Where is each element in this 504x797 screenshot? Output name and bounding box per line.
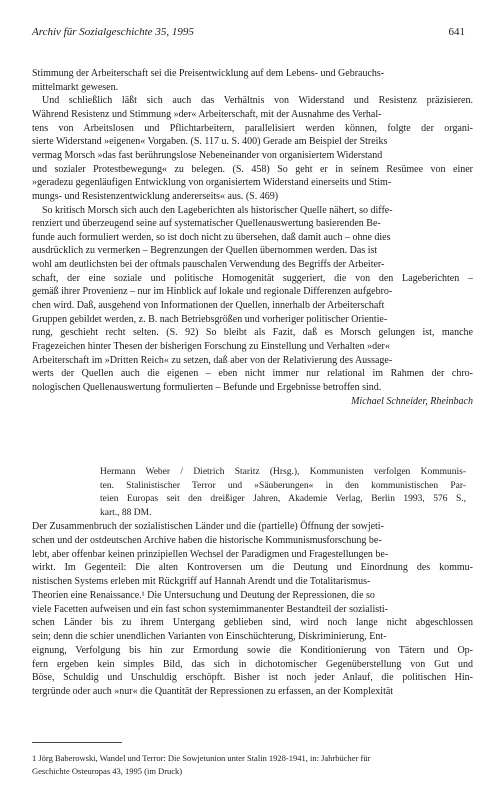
review-end-line: Stimmung der Arbeiterschaft sei die Preisentwicklung auf dem Lebens- und Gebrauchs- — [32, 68, 385, 79]
review-end-line: werts der Quellen auch die eigenen – eben nicht immer nur relational im Rahmen der chro- — [32, 368, 473, 380]
review-end-line: sierte Widerstand »eigenen« Vorgaben. (S. 117 u. S. 400) Gerade am Beispiel der Streiks — [32, 136, 388, 148]
review-end-line: gemäß ihrer Provenienz – nur im Hinblick auf lokale und regionale Differenzen aufgebro- — [32, 286, 393, 298]
book-citation-line: kart., 88 DM. — [100, 507, 152, 518]
review-start-line: Böse, Schuldig und Unschuldig erschöpft. Bisher ist noch jeder Anlauf, die politischen Hin- — [32, 672, 473, 684]
review-start-line: lebt, aber offenbar keinen prinzipiellen Wechsel der Paradigmen und Fragestellungen be- — [32, 548, 389, 560]
review-start-line: tergründe oder auch »nur« die Quantität der Repressionen zu erfassen, an der Komplexität — [32, 686, 394, 697]
review-end-line: mittelmarkt gewesen. — [32, 81, 119, 93]
review-end-line: nologischen Quellenauswertung formulierten – Befunde und Ergebnisse betroffen sind. — [32, 381, 382, 393]
book-citation-line: Hermann Weber / Dietrich Staritz (Hrsg.), Kommunisten verfolgen Kommunis- — [100, 467, 466, 477]
review-end-line: schaft, der eine soziale und politische Homogenität suggeriert, die von den Lageberichten – — [32, 272, 473, 284]
footnote-line: 1 Jörg Baberowski, Wandel und Terror: Die Sowjetunion unter Stalin 1928-1941, in: Jahrbücher für — [32, 753, 371, 763]
review-end-line: rung, geschieht recht selten. (S. 92) So bleibt als Fazit, daß es Morsch gelungen ist, manche — [32, 327, 473, 339]
review-start-line: Der Zusammenbruch der sozialistischen Länder und die (partielle) Öffnung der sowjeti- — [32, 521, 384, 532]
review-start-line: viele Facetten aufweisen und ein fast schon systemimmanenter Bestandteil der sozialisti- — [32, 603, 389, 615]
review-end-line: wohl am deutlichsten bei der oftmals pauschalen Verwendung des Begriffs der Arbeiter- — [32, 259, 385, 271]
review-end-line: ausdrücklich zu vermerken – Begrenzungen der Quellen übernommen werden. Das ist — [32, 245, 378, 257]
review-end-line: Und schließlich läßt sich auch das Verhältnis von Widerstand und Resistenz präzisieren. — [42, 95, 473, 107]
review-end-line: tens von Arbeitslosen und Pflichtarbeitern, parallelisiert werden können, folgte der organi- — [32, 122, 473, 134]
review-end-line: renziert und überzeugend seine auf systematischer Quellenauswertung basierenden Be- — [32, 218, 381, 230]
page-number: 641 — [448, 26, 465, 38]
review-end-line: »geradezu gegenläufigen Entwicklung von organisiertem Widerstand einerseits und Stim- — [32, 177, 392, 189]
review-end-line: Während Resistenz und Stimmung »der« Arbeiterschaft, mit der Ausnahme des Verhal- — [32, 108, 382, 120]
review-end-line: chen wird. Daß, ausgehend von Informationen der Quellen, innerhalb der Arbeiterschaft — [32, 300, 385, 312]
review-end-line: Fragezeichen hinter Thesen der bisherigen Forschung zu Einstellung und Verhalten »der« — [32, 341, 390, 352]
review-start-line: eignung, Verfolgung bis hin zur Ermordung sowie die Konditionierung von Tätern und Op- — [32, 644, 473, 656]
review-end-line: mungs- und Resistenzentwicklung andererseits« aus. (S. 469) — [32, 190, 279, 202]
review-start-line: fern ergeben kein simples Bild, das sich in dichotomischer Gegenüberstellung von Gut und — [32, 658, 473, 670]
book-citation-line: teien Europas seit den dreißiger Jahren, Akademie Verlag, Berlin 1993, 576 S., — [100, 494, 466, 504]
review-end-line: vermag Morsch »das fast berührungslose Nebeneinander von organisiertem Widerstand — [32, 149, 383, 161]
footnote-line: Geschichte Osteuropas 43, 1995 (im Druck) — [32, 766, 183, 776]
review-start-line: schen Länder bis zu ihrem Untergang geblieben sind, wird noch lange nicht abgeschlossen — [32, 617, 473, 629]
review-end-line: So kritisch Morsch sich auch den Lageberichten als historischer Quelle nähert, so diffe- — [42, 204, 393, 216]
review-end-line: Gruppen gebildet werden, z. B. nach Betriebsgrößen und vorheriger politischer Orientie- — [32, 313, 388, 325]
book-citation-line: ten. Stalinistischer Terror und »Säuberungen« in den kommunistischen Par- — [100, 480, 466, 491]
review-start-line: Theorien eine Renaissance.¹ Die Untersuchung und Deutung der Repressionen, die so — [32, 589, 375, 601]
review-end-line: funde auch formuliert werden, so ist doch nicht zu übersehen, daß damit auch – ohne dies — [32, 231, 391, 243]
review-end-line: und sozialer Protestbewegung« zu belegen. (S. 458) So geht er in seinem Resümee von einer — [32, 163, 473, 175]
review-start-line: schen und der ostdeutschen Archive haben die historische Kommunismusforschung be- — [32, 534, 382, 546]
review-start-line: nistischen Systems erleben mit Rückgriff auf Hannah Arendt und die Totalitarismus- — [32, 576, 371, 587]
review-author: Michael Schneider, Rheinbach — [351, 395, 473, 407]
review-end-line: Arbeiterschaft im »Dritten Reich« zu setzen, daß aber von der Relativierung des Aussage- — [32, 354, 393, 366]
review-start-line: wirkt. Im Gegenteil: Die alten Kontroversen um die Deutung und Einordnung des kommu- — [32, 562, 473, 574]
running-head: Archiv für Sozialgeschichte 35, 1995 — [32, 26, 194, 38]
review-start-line: sein; denn die schier unendlichen Varianten von Einschüchterung, Diskriminierung, Ent- — [32, 631, 387, 642]
footnote-rule — [32, 742, 122, 743]
